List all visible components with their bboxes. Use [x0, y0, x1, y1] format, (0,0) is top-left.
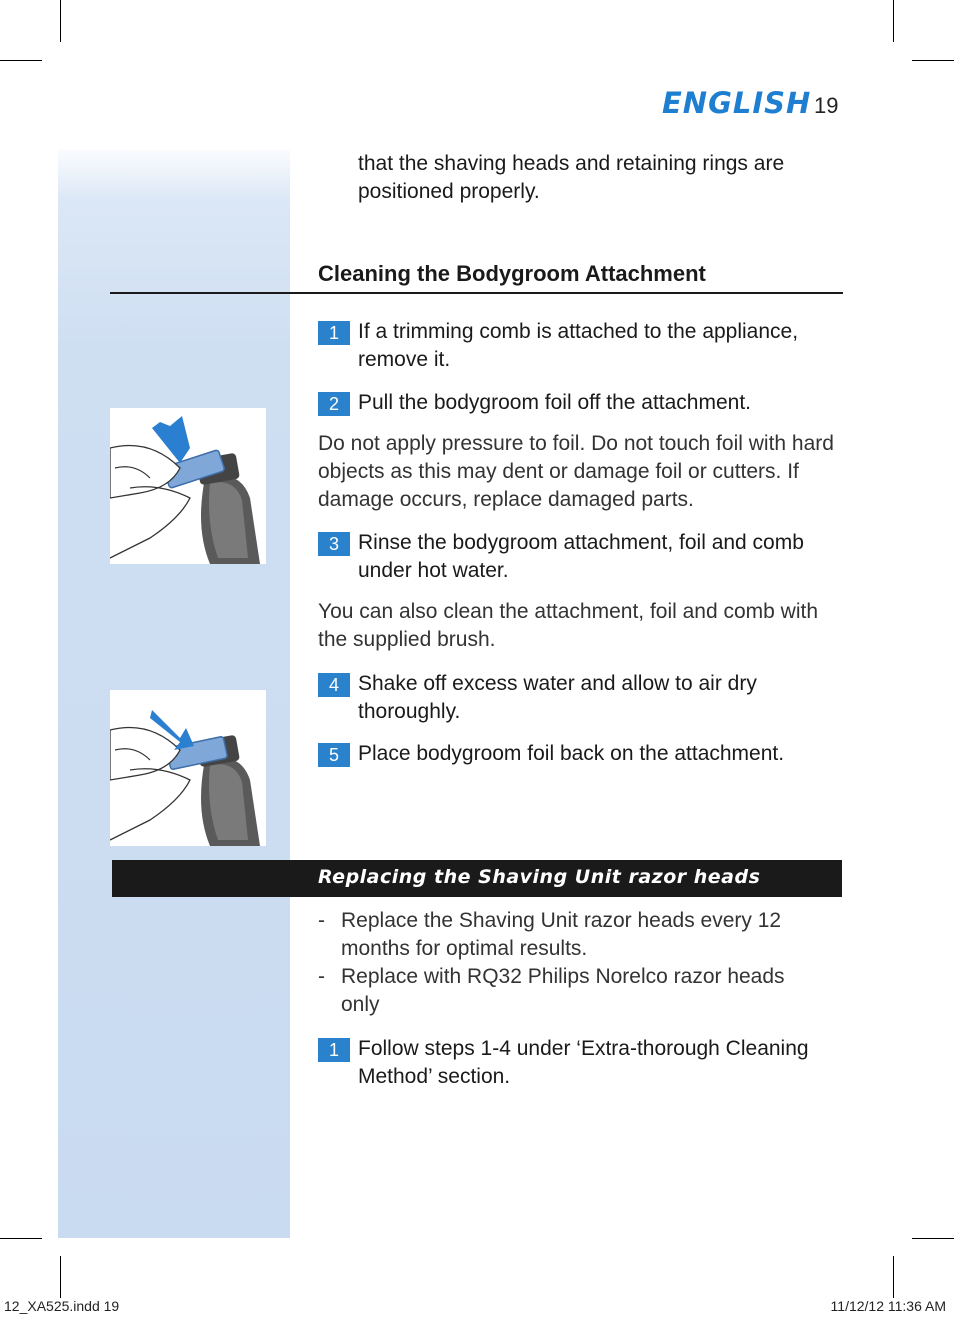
note-pressure: Do not apply pressure to foil. Do not touch foil with hard objects as this may dent or damage foil or cutters. If damage occurs, replace damaged parts.: [318, 432, 834, 511]
footer-file: 12_XA525.indd 19: [4, 1298, 120, 1314]
crop-mark: [0, 60, 42, 61]
step-text: Follow steps 1-4 under ‘Extra-thorough Cleaning Method’ section.: [358, 1037, 809, 1088]
step-text: Place bodygroom foil back on the attachment.: [358, 742, 785, 765]
step-number: 4: [318, 673, 350, 697]
crop-mark: [60, 1256, 61, 1298]
section-title: Cleaning the Bodygroom Attachment: [318, 261, 706, 286]
step-3: [318, 529, 844, 585]
hand-attachment-icon: [110, 408, 266, 564]
sidebar-fade: [58, 140, 290, 200]
step-4: [318, 670, 844, 726]
step-1-replace: [318, 1035, 844, 1091]
intro-text: that the shaving heads and retaining rings are positioned properly.: [358, 152, 785, 203]
bullet-dash: -: [318, 909, 325, 932]
step-2: [318, 389, 844, 417]
crop-mark: [893, 0, 894, 42]
page-number: 19: [814, 93, 839, 118]
section2-title: Replacing the Shaving Unit razor heads: [318, 866, 761, 888]
footer-datetime: 11/12/12 11:36 AM: [830, 1298, 946, 1314]
illustration-place-foil: [110, 690, 266, 846]
bullet-text: Replace the Shaving Unit razor heads every 12 months for optimal results.: [341, 909, 782, 960]
bullet-text: Replace with RQ32 Philips Norelco razor heads only: [341, 965, 785, 1016]
crop-mark: [893, 1256, 894, 1298]
step-1: [318, 318, 844, 374]
step-text: Shake off excess water and allow to air dry thoroughly.: [358, 672, 757, 723]
step-text: If a trimming comb is attached to the appliance, remove it.: [358, 320, 799, 371]
crop-mark: [912, 60, 954, 61]
step-number: 1: [318, 1038, 350, 1062]
hand-attachment-icon: [110, 690, 266, 846]
step-5: [318, 740, 844, 768]
step-text: Rinse the bodygroom attachment, foil and comb under hot water.: [358, 531, 804, 582]
illustration-remove-foil: [110, 408, 266, 564]
step-number: 3: [318, 532, 350, 556]
crop-mark: [0, 1238, 42, 1239]
crop-mark: [60, 0, 61, 42]
step-text: Pull the bodygroom foil off the attachment.: [358, 391, 752, 414]
language-title: ENGLISH: [662, 86, 812, 120]
crop-mark: [912, 1238, 954, 1239]
step-number: 1: [318, 321, 350, 345]
step-number: 2: [318, 392, 350, 416]
bullet-item: [318, 907, 828, 963]
section-rule: [110, 292, 843, 294]
note-brush: You can also clean the attachment, foil and comb with the supplied brush.: [318, 600, 819, 651]
bullet-item: [318, 963, 828, 1019]
step-number: 5: [318, 743, 350, 767]
bullet-dash: -: [318, 965, 325, 988]
